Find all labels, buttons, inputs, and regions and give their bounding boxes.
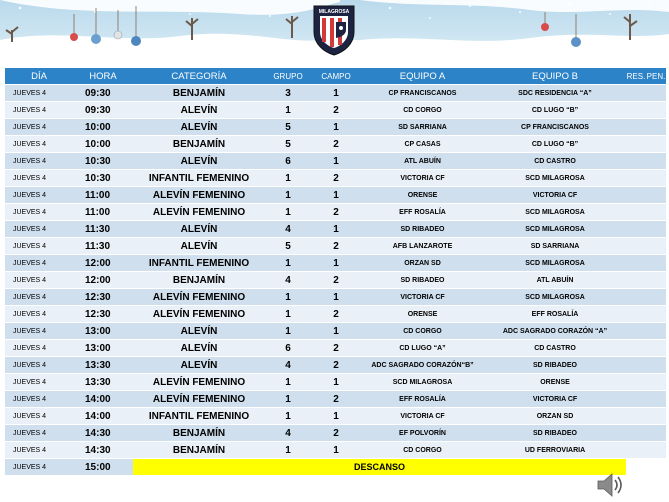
category-cell: ALEVÍN	[133, 357, 265, 373]
rest-label: DESCANSO	[133, 459, 626, 475]
team-a-cell: CD LUGO “A”	[361, 340, 484, 356]
team-a-cell: VICTORIA CF	[361, 170, 484, 186]
category-cell: INFANTIL FEMENINO	[133, 408, 265, 424]
category-cell: ALEVÍN	[133, 323, 265, 339]
table-row	[5, 340, 666, 356]
crest-text: MILAGROSA	[318, 9, 350, 15]
table-row	[5, 170, 666, 186]
team-b-cell: SDC RESIDENCIA “A”	[484, 85, 626, 101]
team-a-cell: AFB LANZAROTE	[361, 238, 484, 254]
category-cell: ALEVÍN	[133, 238, 265, 254]
match-schedule-table	[5, 67, 666, 476]
team-b-cell: SCD MILAGROSA	[484, 221, 626, 237]
team-b-cell: EFF ROSALÍA	[484, 306, 626, 322]
team-a-cell: ORENSE	[361, 306, 484, 322]
group-cell: 1	[265, 408, 311, 424]
category-cell: ALEVÍN	[133, 340, 265, 356]
table-row	[5, 425, 666, 441]
team-b-cell: SD SARRIANA	[484, 238, 626, 254]
team-a-cell: EFF ROSALÍA	[361, 204, 484, 220]
team-b-cell: CD CASTRO	[484, 340, 626, 356]
penalty-cell	[646, 221, 666, 237]
group-cell: 1	[265, 187, 311, 203]
table-row	[5, 442, 666, 458]
team-b-cell: VICTORIA CF	[484, 187, 626, 203]
team-a-cell: EFF ROSALÍA	[361, 391, 484, 407]
team-b-cell: ORENSE	[484, 374, 626, 390]
empty-cell	[626, 459, 666, 475]
table-row	[5, 221, 666, 237]
result-cell	[626, 170, 646, 186]
team-b-cell: CD LUGO “B”	[484, 102, 626, 118]
penalty-cell	[646, 170, 666, 186]
time-cell: 12:00	[73, 255, 133, 271]
field-cell: 2	[311, 170, 361, 186]
column-header-hora: HORA	[73, 68, 133, 84]
field-cell: 1	[311, 374, 361, 390]
field-cell: 1	[311, 323, 361, 339]
time-cell: 15:00	[73, 459, 133, 475]
result-cell	[626, 153, 646, 169]
field-cell: 2	[311, 306, 361, 322]
table-row	[5, 204, 666, 220]
day-cell: JUEVES 4	[5, 374, 73, 390]
day-cell: JUEVES 4	[5, 255, 73, 271]
time-cell: 11:30	[73, 238, 133, 254]
column-header-equipo-b: EQUIPO B	[484, 68, 626, 84]
table-row	[5, 357, 666, 373]
team-a-cell: CP CASAS	[361, 136, 484, 152]
column-header-categoria: CATEGORÍA	[133, 68, 265, 84]
time-cell: 12:00	[73, 272, 133, 288]
team-b-cell: SD RIBADEO	[484, 357, 626, 373]
club-crest-logo	[311, 2, 357, 56]
table-row	[5, 238, 666, 254]
team-b-cell: SD RIBADEO	[484, 425, 626, 441]
category-cell: ALEVÍN	[133, 221, 265, 237]
field-cell: 2	[311, 238, 361, 254]
column-header-equipo-a: EQUIPO A	[361, 68, 484, 84]
field-cell: 2	[311, 340, 361, 356]
team-b-cell: SCD MILAGROSA	[484, 289, 626, 305]
column-header-pen: PEN.	[646, 68, 666, 84]
team-a-cell: CD CORGO	[361, 102, 484, 118]
table-row	[5, 323, 666, 339]
group-cell: 4	[265, 221, 311, 237]
field-cell: 1	[311, 255, 361, 271]
penalty-cell	[646, 85, 666, 101]
day-cell: JUEVES 4	[5, 272, 73, 288]
team-a-cell: CD CORGO	[361, 442, 484, 458]
day-cell: JUEVES 4	[5, 221, 73, 237]
team-a-cell: SD RIBADEO	[361, 272, 484, 288]
category-cell: ALEVÍN	[133, 102, 265, 118]
team-a-cell: CP FRANCISCANOS	[361, 85, 484, 101]
category-cell: ALEVÍN FEMENINO	[133, 289, 265, 305]
group-cell: 6	[265, 153, 311, 169]
team-b-cell: ORZAN SD	[484, 408, 626, 424]
penalty-cell	[646, 119, 666, 135]
group-cell: 1	[265, 289, 311, 305]
rest-row	[5, 459, 666, 475]
day-cell: JUEVES 4	[5, 442, 73, 458]
field-cell: 2	[311, 204, 361, 220]
penalty-cell	[646, 153, 666, 169]
team-b-cell: ATL ABUÍN	[484, 272, 626, 288]
field-cell: 1	[311, 187, 361, 203]
result-cell	[626, 221, 646, 237]
penalty-cell	[646, 255, 666, 271]
team-b-cell: CD LUGO “B”	[484, 136, 626, 152]
penalty-cell	[646, 306, 666, 322]
time-cell: 14:00	[73, 408, 133, 424]
time-cell: 13:30	[73, 374, 133, 390]
team-b-cell: ADC SAGRADO CORAZÓN “A”	[484, 323, 626, 339]
group-cell: 4	[265, 272, 311, 288]
table-row	[5, 85, 666, 101]
category-cell: ALEVÍN FEMENINO	[133, 391, 265, 407]
team-a-cell: EF POLVORÍN	[361, 425, 484, 441]
result-cell	[626, 340, 646, 356]
day-cell: JUEVES 4	[5, 289, 73, 305]
time-cell: 10:00	[73, 119, 133, 135]
category-cell: BENJAMÍN	[133, 442, 265, 458]
table-row	[5, 102, 666, 118]
result-cell	[626, 306, 646, 322]
time-cell: 14:00	[73, 391, 133, 407]
result-cell	[626, 323, 646, 339]
group-cell: 1	[265, 391, 311, 407]
group-cell: 1	[265, 204, 311, 220]
field-cell: 1	[311, 408, 361, 424]
day-cell: JUEVES 4	[5, 425, 73, 441]
table-row	[5, 187, 666, 203]
penalty-cell	[646, 323, 666, 339]
team-a-cell: SD SARRIANA	[361, 119, 484, 135]
day-cell: JUEVES 4	[5, 459, 73, 475]
result-cell	[626, 204, 646, 220]
field-cell: 2	[311, 357, 361, 373]
team-b-cell: UD FERROVIARIA	[484, 442, 626, 458]
time-cell: 09:30	[73, 102, 133, 118]
table-row	[5, 408, 666, 424]
team-a-cell: ATL ABUÍN	[361, 153, 484, 169]
day-cell: JUEVES 4	[5, 170, 73, 186]
penalty-cell	[646, 204, 666, 220]
table-row	[5, 374, 666, 390]
result-cell	[626, 238, 646, 254]
column-header-grupo: GRUPO	[265, 68, 311, 84]
category-cell: ALEVÍN FEMENINO	[133, 374, 265, 390]
day-cell: JUEVES 4	[5, 136, 73, 152]
table-row	[5, 306, 666, 322]
time-cell: 11:30	[73, 221, 133, 237]
table-row	[5, 153, 666, 169]
result-cell	[626, 442, 646, 458]
penalty-cell	[646, 442, 666, 458]
day-cell: JUEVES 4	[5, 102, 73, 118]
time-cell: 10:00	[73, 136, 133, 152]
team-b-cell: SCD MILAGROSA	[484, 255, 626, 271]
table-row	[5, 272, 666, 288]
result-cell	[626, 187, 646, 203]
penalty-cell	[646, 391, 666, 407]
team-a-cell: CD CORGO	[361, 323, 484, 339]
penalty-cell	[646, 272, 666, 288]
time-cell: 10:30	[73, 153, 133, 169]
team-a-cell: SCD MILAGROSA	[361, 374, 484, 390]
field-cell: 1	[311, 119, 361, 135]
table-row	[5, 289, 666, 305]
time-cell: 12:30	[73, 289, 133, 305]
penalty-cell	[646, 340, 666, 356]
field-cell: 2	[311, 102, 361, 118]
penalty-cell	[646, 357, 666, 373]
column-header-dia: DÍA	[5, 68, 73, 84]
day-cell: JUEVES 4	[5, 85, 73, 101]
category-cell: BENJAMÍN	[133, 136, 265, 152]
speaker-icon[interactable]	[595, 470, 627, 500]
time-cell: 12:30	[73, 306, 133, 322]
group-cell: 1	[265, 255, 311, 271]
category-cell: ALEVÍN FEMENINO	[133, 187, 265, 203]
team-a-cell: SD RIBADEO	[361, 221, 484, 237]
group-cell: 1	[265, 306, 311, 322]
day-cell: JUEVES 4	[5, 119, 73, 135]
team-a-cell: VICTORIA CF	[361, 408, 484, 424]
penalty-cell	[646, 425, 666, 441]
group-cell: 5	[265, 238, 311, 254]
column-header-res: RES.	[626, 68, 646, 84]
table-header-row	[5, 68, 666, 84]
penalty-cell	[646, 136, 666, 152]
result-cell	[626, 85, 646, 101]
time-cell: 13:30	[73, 357, 133, 373]
table-row	[5, 136, 666, 152]
penalty-cell	[646, 408, 666, 424]
time-cell: 13:00	[73, 340, 133, 356]
team-a-cell: ADC SAGRADO CORAZÓN“B”	[361, 357, 484, 373]
category-cell: INFANTIL FEMENINO	[133, 170, 265, 186]
group-cell: 5	[265, 136, 311, 152]
group-cell: 4	[265, 425, 311, 441]
field-cell: 1	[311, 85, 361, 101]
category-cell: ALEVÍN FEMENINO	[133, 306, 265, 322]
field-cell: 2	[311, 391, 361, 407]
category-cell: INFANTIL FEMENINO	[133, 255, 265, 271]
field-cell: 1	[311, 153, 361, 169]
field-cell: 1	[311, 221, 361, 237]
penalty-cell	[646, 374, 666, 390]
team-a-cell: VICTORIA CF	[361, 289, 484, 305]
day-cell: JUEVES 4	[5, 408, 73, 424]
team-a-cell: ORENSE	[361, 187, 484, 203]
column-header-campo: CAMPO	[311, 68, 361, 84]
category-cell: ALEVÍN FEMENINO	[133, 204, 265, 220]
group-cell: 4	[265, 357, 311, 373]
day-cell: JUEVES 4	[5, 187, 73, 203]
table-row	[5, 255, 666, 271]
team-b-cell: CD CASTRO	[484, 153, 626, 169]
result-cell	[626, 119, 646, 135]
day-cell: JUEVES 4	[5, 238, 73, 254]
field-cell: 2	[311, 136, 361, 152]
table-row	[5, 391, 666, 407]
field-cell: 2	[311, 425, 361, 441]
result-cell	[626, 255, 646, 271]
result-cell	[626, 408, 646, 424]
result-cell	[626, 272, 646, 288]
time-cell: 14:30	[73, 425, 133, 441]
time-cell: 11:00	[73, 187, 133, 203]
group-cell: 1	[265, 374, 311, 390]
table-row	[5, 119, 666, 135]
penalty-cell	[646, 187, 666, 203]
category-cell: ALEVÍN	[133, 119, 265, 135]
group-cell: 1	[265, 102, 311, 118]
group-cell: 5	[265, 119, 311, 135]
group-cell: 1	[265, 170, 311, 186]
category-cell: ALEVÍN	[133, 153, 265, 169]
result-cell	[626, 136, 646, 152]
time-cell: 09:30	[73, 85, 133, 101]
penalty-cell	[646, 102, 666, 118]
team-b-cell: CP FRANCISCANOS	[484, 119, 626, 135]
day-cell: JUEVES 4	[5, 204, 73, 220]
time-cell: 11:00	[73, 204, 133, 220]
day-cell: JUEVES 4	[5, 391, 73, 407]
group-cell: 3	[265, 85, 311, 101]
day-cell: JUEVES 4	[5, 306, 73, 322]
team-b-cell: SCD MILAGROSA	[484, 204, 626, 220]
day-cell: JUEVES 4	[5, 357, 73, 373]
result-cell	[626, 374, 646, 390]
field-cell: 1	[311, 442, 361, 458]
group-cell: 1	[265, 442, 311, 458]
group-cell: 1	[265, 323, 311, 339]
field-cell: 1	[311, 289, 361, 305]
team-b-cell: VICTORIA CF	[484, 391, 626, 407]
penalty-cell	[646, 289, 666, 305]
result-cell	[626, 425, 646, 441]
time-cell: 13:00	[73, 323, 133, 339]
day-cell: JUEVES 4	[5, 323, 73, 339]
category-cell: BENJAMÍN	[133, 425, 265, 441]
team-b-cell: SCD MILAGROSA	[484, 170, 626, 186]
team-a-cell: ORZAN SD	[361, 255, 484, 271]
penalty-cell	[646, 238, 666, 254]
day-cell: JUEVES 4	[5, 153, 73, 169]
result-cell	[626, 289, 646, 305]
time-cell: 14:30	[73, 442, 133, 458]
group-cell: 6	[265, 340, 311, 356]
time-cell: 10:30	[73, 170, 133, 186]
field-cell: 2	[311, 272, 361, 288]
result-cell	[626, 357, 646, 373]
result-cell	[626, 391, 646, 407]
result-cell	[626, 102, 646, 118]
day-cell: JUEVES 4	[5, 340, 73, 356]
category-cell: BENJAMÍN	[133, 272, 265, 288]
category-cell: BENJAMÍN	[133, 85, 265, 101]
